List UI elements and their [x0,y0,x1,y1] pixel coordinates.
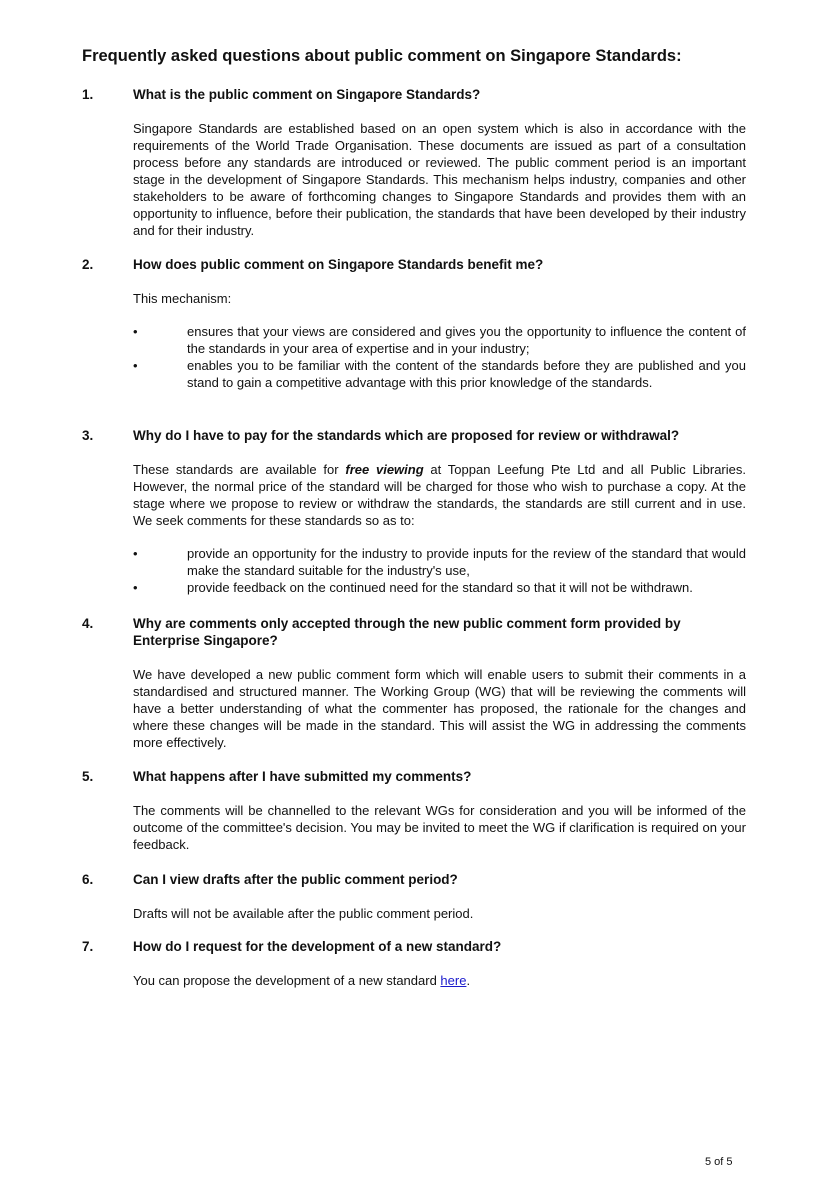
question-heading: Why do I have to pay for the standards which are proposed for review or withdrawal? [133,428,680,443]
question-number: 5. [82,769,94,784]
free-viewing-emphasis: free viewing [345,462,424,477]
bullet-icon: • [133,324,138,339]
answer-paragraph: We have developed a new public comment form which will enable users to submit their comments in a standardised and structured manner. The Working Group (WG) that will be reviewing the comments will have a better understanding of what the commenter has proposed, the rationale for the changes and where these changes will be made in the standard. This will assist the WG in addressing the comments more effectively. [133,667,746,750]
answer-paragraph: Singapore Standards are established based on an open system which is also in accordance with the requirements of the World Trade Organisation. These documents are issued as part of a consultation process before any standards are introduced or reviewed. The public comment period is an important stage in the development of Singapore Standards. This mechanism helps industry, companies and other stakeholders to be aware of forthcoming changes to Singapore Standards and provides them with an opportunity to influence, before their publication, the standards that have been developed by their industry and for their industry. [133,121,746,238]
question-number: 1. [82,87,94,102]
question-heading: Why are comments only accepted through the new public comment form provided by Enterprise Singapore? [133,616,681,648]
bullet-icon: • [133,358,138,373]
question-heading: How does public comment on Singapore Standards benefit me? [133,257,544,272]
question-heading: How do I request for the development of a new standard? [133,939,502,954]
bullet-icon: • [133,546,138,561]
answer-paragraph: These standards are available for free viewing at Toppan Leefung Pte Ltd and all Public Libraries. However, the normal price of the standard will be charged for those who wish to purchase a copy. At the stage where we propose to review or withdraw the standards, the standards are still current and in use. We seek comments for these standards so as to: [133,462,746,528]
bullet-text: enables you to be familiar with the content of the standards before they are published and you stand to gain a competitive advantage with this prior knowledge of the standards. [187,358,746,390]
here-link[interactable]: here [440,973,467,988]
question-number: 3. [82,428,94,443]
question-heading: What is the public comment on Singapore Standards? [133,87,481,102]
question-number: 6. [82,872,94,887]
question-number: 7. [82,939,94,954]
bullet-icon: • [133,580,138,595]
bullet-text: provide an opportunity for the industry to provide inputs for the review of the standard that would make the standard suitable for the industry's use, [187,546,746,578]
answer-paragraph: The comments will be channelled to the relevant WGs for consideration and you will be informed of the outcome of the committee's decision. You may be invited to meet the WG if clarification is required on your feedback. [133,803,746,852]
question-heading: Can I view drafts after the public comment period? [133,872,458,887]
answer-paragraph: This mechanism: [133,291,232,306]
answer-paragraph: You can propose the development of a new standard here. [133,973,471,988]
answer-paragraph: Drafts will not be available after the public comment period. [133,906,474,921]
question-heading: What happens after I have submitted my comments? [133,769,472,784]
question-number: 4. [82,616,94,631]
question-number: 2. [82,257,94,272]
bullet-text: ensures that your views are considered and gives you the opportunity to influence the content of the standards in your area of expertise and in your industry; [187,324,746,356]
page-number: 5 of 5 [705,1156,733,1168]
page-title: Frequently asked questions about public comment on Singapore Standards: [82,47,682,65]
bullet-text: provide feedback on the continued need for the standard so that it will not be withdrawn. [187,580,693,595]
